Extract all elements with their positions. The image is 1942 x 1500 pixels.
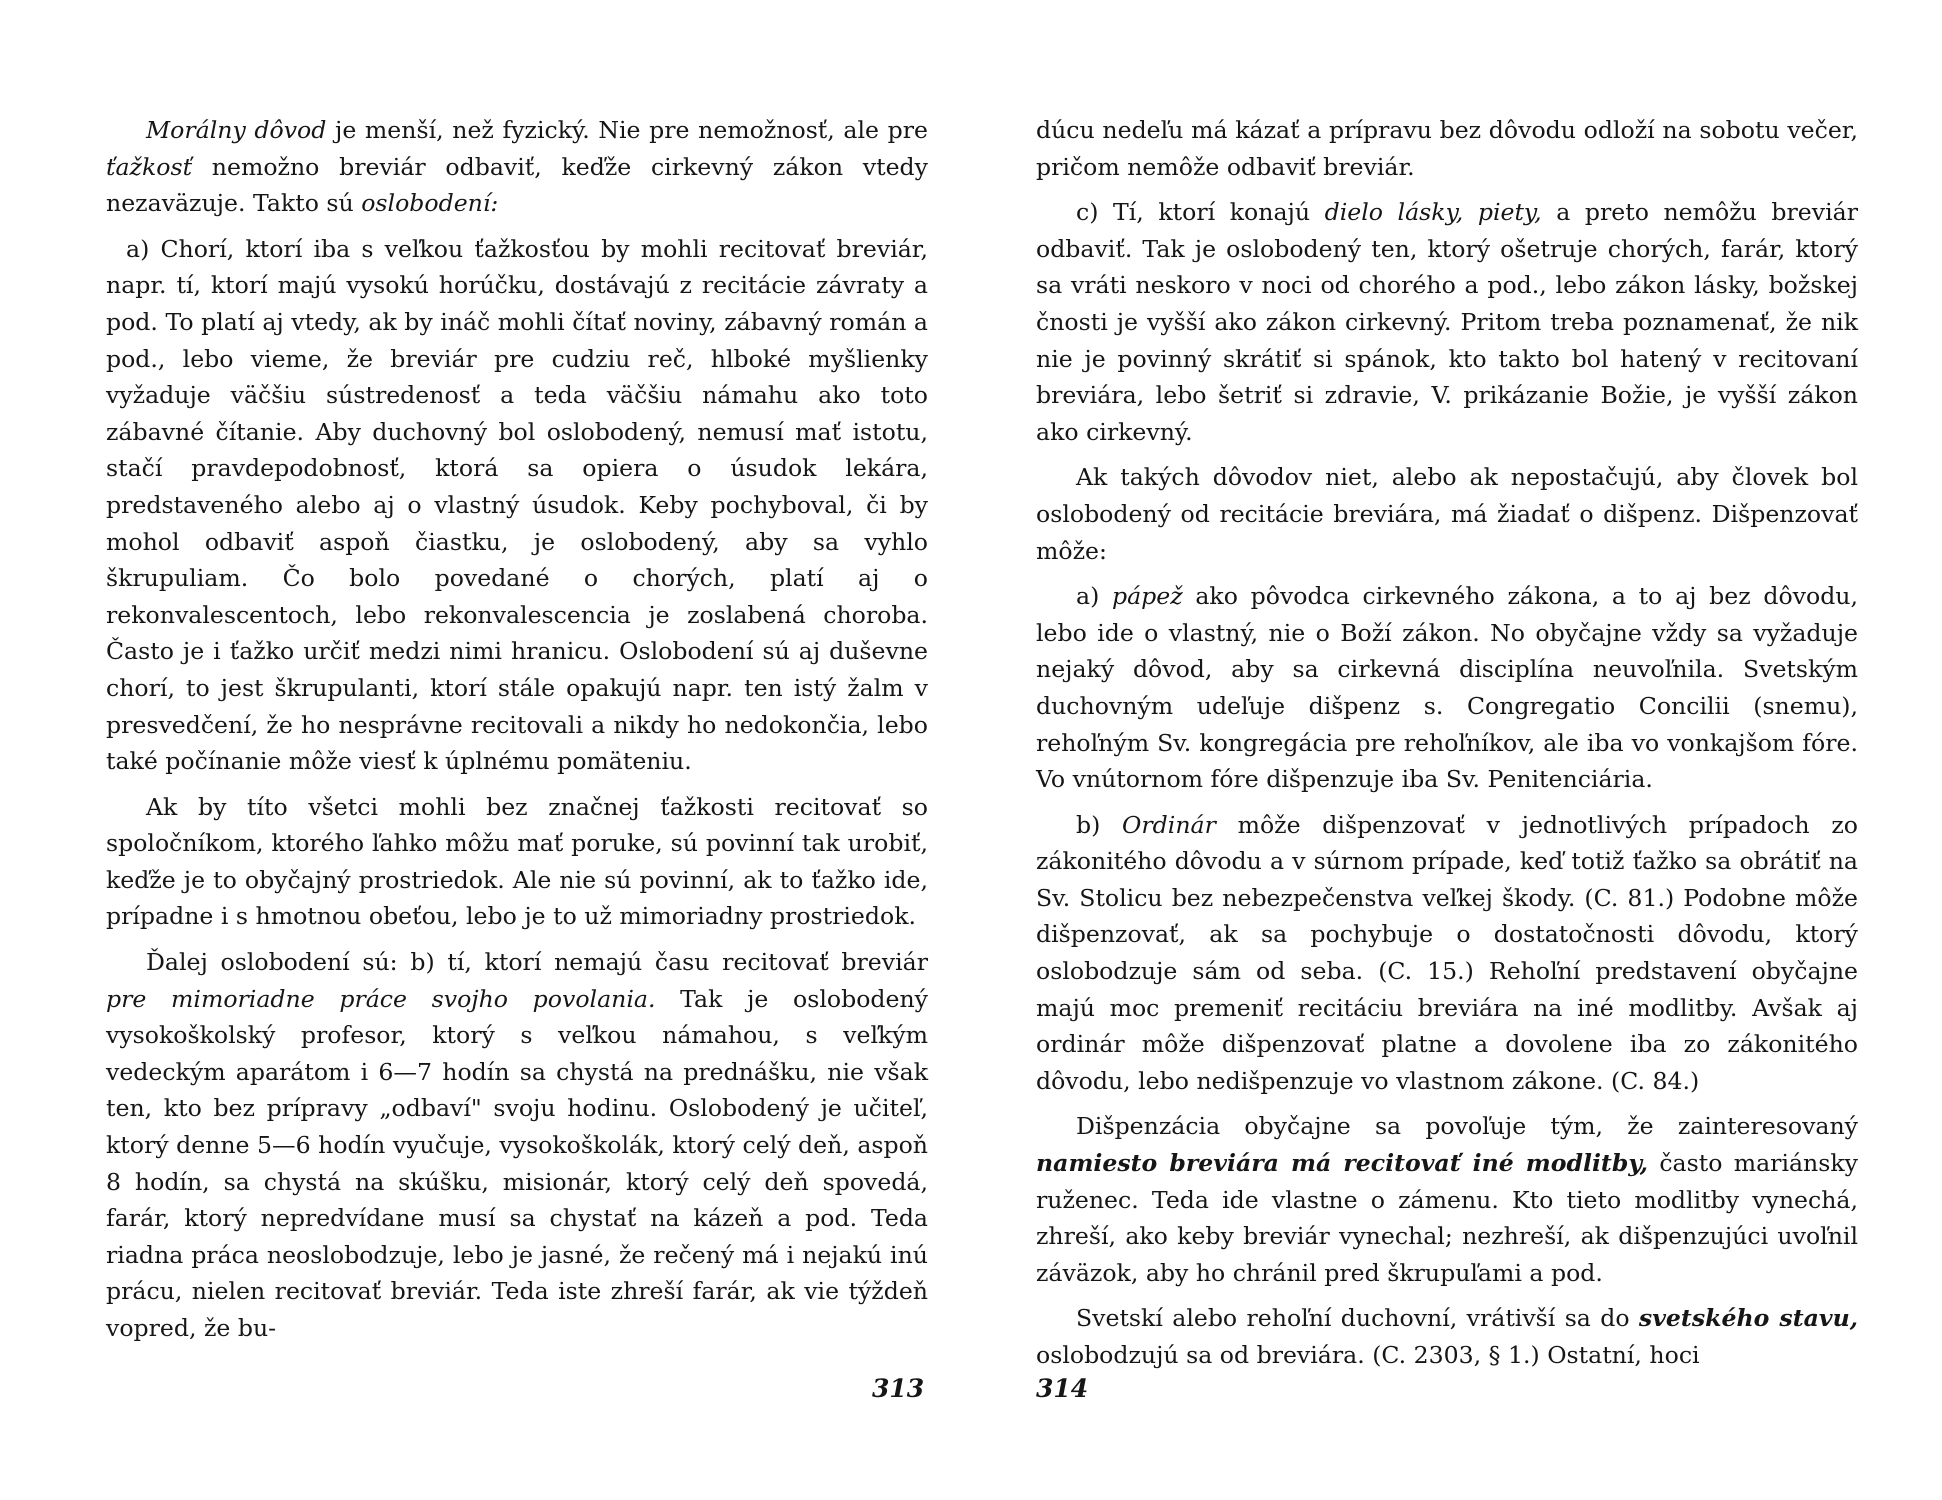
right-paragraph (1036, 194, 1858, 450)
left-paragraph (106, 231, 928, 780)
right-text-run: môže dišpenzovať v jednotlivých prípadoch zo zákonitého dôvodu a v súrnom prípade, keď totiž ťažko sa obrátiť na Sv. Stolicu bez nebezpečenstva veľkej škody. (C. 81.) Podobne môže dišpenzovať, ak sa pochybuje o dostatočnosti dôvodu, ktorý oslobodzuje sám od seba. (C. 15.) Rehoľní predstavení obyčajne majú moc premeniť recitáciu breviára na iné modlitby. Avšak aj ordinár môže dišpenzovať platne a dovolene iba zo zákonitého dôvodu, lebo nedišpenzuje vo vlastnom zákone. (C. 84.) (1036, 810, 1858, 1095)
left-text-run: ťažkosť (106, 152, 193, 181)
right-text-run: namiesto breviára má recitovať iné modlitby, (1036, 1149, 1648, 1178)
right-text-run: Ordinár (1122, 810, 1216, 839)
left-text-run: oslobodení: (361, 189, 499, 218)
left-page-text (106, 112, 928, 1356)
right-text-run: Svetskí alebo rehoľní duchovní, vrátivší sa do (1076, 1304, 1639, 1333)
right-text-run: pápež (1111, 582, 1183, 611)
left-page-number: 313 (872, 1374, 925, 1403)
right-text-run: b) (1076, 810, 1123, 839)
left-paragraph (106, 944, 928, 1347)
right-text-run: svetského stavu, (1638, 1304, 1858, 1333)
left-paragraph (106, 112, 928, 222)
left-text-run: Ak by títo všetci mohli bez značnej ťažkosti recitovať so spoločníkom, ktorého ľahko môžu mať poruke, sú povinní tak urobiť, keďže je to obyčajný prostriedok. Ale nie sú povinní, ak to ťažko ide, prípadne i s hmotnou obeťou, lebo je to už mimoriadny prostriedok. (106, 792, 928, 931)
right-paragraph (1036, 112, 1858, 185)
right-page-text (1036, 112, 1858, 1383)
right-text-run: dielo lásky, piety, (1324, 198, 1542, 227)
right-text-run: oslobodzujú sa od breviára. (C. 2303, § 1.) Ostatní, hoci (1036, 1341, 1700, 1369)
right-text-run: často mariánsky ruženec. Teda ide vlastne o zámenu. Kto tieto modlitby vynechá, zhreší, ako keby breviár vynechal; nezhreší, ak dišpenzujúci uvoľnil záväzok, aby ho chránil pred škrupuľami a pod. (1036, 1149, 1858, 1287)
right-text-run: a preto nemôžu breviár odbaviť. Tak je oslobodený ten, ktorý ošetruje chorých, farár, ktorý sa vráti neskoro v noci od chorého a pod., lebo zákon lásky, božskej čnosti je vyšší ako zákon cirkevný. Pritom treba poznamenať, že nik nie je povinný skrátiť si spánok, kto takto bol hatený v recitovaní breviára, lebo šetriť si zdravie, V. prikázanie Božie, je vyšší zákon ako cirkevný. (1036, 198, 1858, 446)
left-text-run: Ďalej oslobodení sú: b) tí, ktorí nemajú času recitovať breviár (146, 948, 928, 977)
right-paragraph (1036, 578, 1858, 798)
left-text-run: je menší, než fyzický. Nie pre nemožnosť, ale pre (326, 116, 928, 144)
right-paragraph (1036, 1108, 1858, 1291)
right-text-run: ako pôvodca cirkevného zákona, a to aj bez dôvodu, lebo ide o vlastný, nie o Boží zákon. No obyčajne vždy sa vyžaduje nejaký dôvod, aby sa cirkevná disciplína neuvoľnila. Svetským duchovným udeľuje dišpenz s. Congregatio Concilii (snemu), rehoľným Sv. kongregácia pre rehoľníkov, ale iba vo vonkajšom fóre. Vo vnútornom fóre dišpenzuje iba Sv. Penitenciária. (1036, 582, 1858, 794)
right-text-run: dúcu nedeľu má kázať a prípravu bez dôvodu odloží na sobotu večer, pričom nemôže odbaviť breviár. (1036, 116, 1858, 181)
right-paragraph (1036, 1300, 1858, 1373)
right-text-run: a) (1076, 582, 1112, 611)
right-paragraph (1036, 807, 1858, 1100)
left-text-run: a) Chorí, ktorí iba s veľkou ťažkosťou by mohli recitovať breviár, napr. tí, ktorí majú vysokú horúčku, dostávajú z recitácie závraty a pod. To platí aj vtedy, ak by ináč mohli čítať noviny, zábavný román a pod., lebo vieme, že breviár pre cudziu reč, hlboké myšlienky vyžaduje väčšiu sústredenosť a teda väčšiu námahu ako toto zábavné čítanie. Aby duchovný bol oslobodený, nemusí mať istotu, stačí pravdepodobnosť, ktorá sa opiera o úsudok lekára, predstaveného alebo aj o vlastný úsudok. Keby pochyboval, či by mohol odbaviť aspoň čiastku, je oslobodený, aby sa vyhlo škrupuliam. Čo bolo povedané o chorých, platí aj o rekonvalescentoch, lebo rekonvalescencia je zoslabená choroba. Často je i ťažko určiť medzi nimi hranicu. Oslobodení sú aj duševne chorí, to jest škrupulanti, ktorí stále opakujú napr. ten istý žalm v presvedčení, že ho nesprávne recitovali a nikdy ho nedokončia, lebo také počínanie môže viesť k úplnému pomäteniu. (106, 234, 928, 776)
right-text-run: Ak takých dôvodov niet, alebo ak nepostačujú, aby človek bol oslobodený od recitácie breviára, má žiadať o dišpenz. Dišpenzovať môže: (1036, 463, 1858, 565)
right-paragraph (1036, 459, 1858, 569)
left-text-run: Tak je oslobodený vysokoškolský profesor, ktorý s veľkou námahou, s veľkým vedeckým aparátom i 6—7 hodín sa chystá na prednášku, nie však ten, kto bez prípravy „odbaví" svoju hodinu. Oslobodený je učiteľ, ktorý denne 5—6 hodín vyučuje, vysokoškolák, ktorý celý deň, aspoň 8 hodín, sa chystá na skúšku, misionár, ktorý celý deň spovedá, farár, ktorý nepredvídane musí sa chystať na kázeň a pod. Teda riadna práca neoslobodzuje, lebo je jasné, že rečený má i nejakú inú prácu, nielen recitovať breviár. Teda iste zhreší farár, ak vie týždeň vopred, že bu- (106, 984, 928, 1342)
left-paragraph (106, 789, 928, 935)
left-text-run: nemožno breviár odbaviť, keďže cirkevný zákon vtedy nezaväzuje. Takto sú (106, 152, 928, 218)
right-page-number: 314 (1036, 1374, 1089, 1403)
right-text-run: c) Tí, ktorí konajú (1076, 198, 1325, 227)
right-text-run: Dišpenzácia obyčajne sa povoľuje tým, že zainteresovaný (1076, 1112, 1858, 1141)
left-text-run: pre mimoriadne práce svojho povolania. (106, 984, 656, 1013)
left-text-run: Morálny dôvod (146, 116, 327, 144)
